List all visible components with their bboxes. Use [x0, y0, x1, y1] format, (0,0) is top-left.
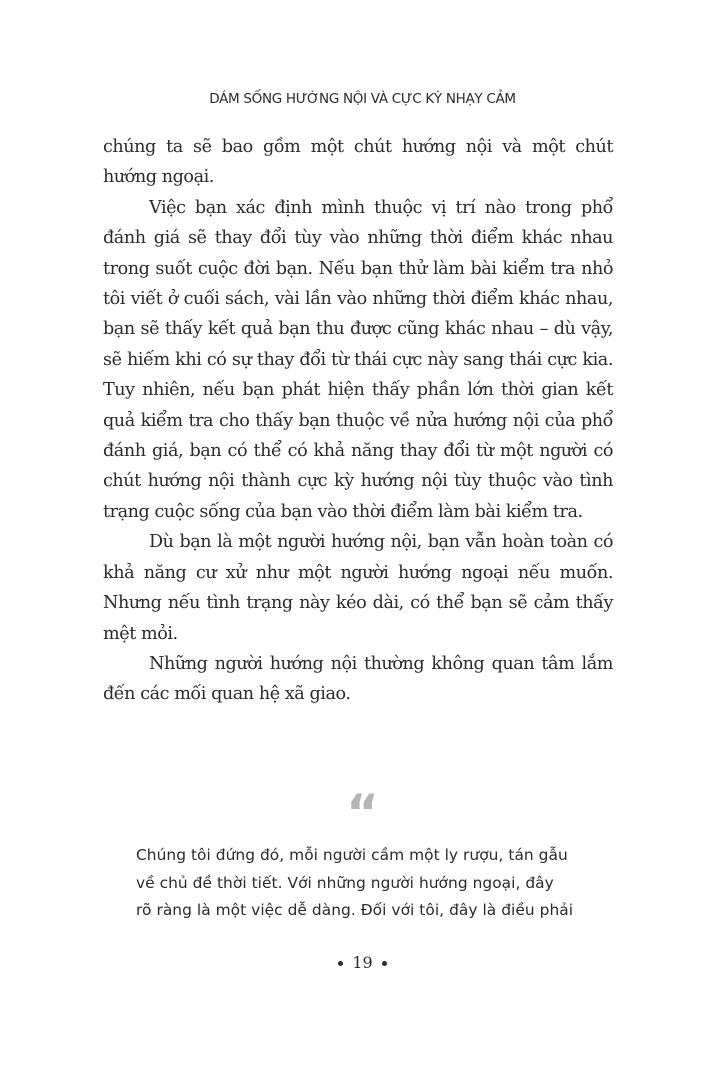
quote-open-icon: “	[346, 784, 379, 842]
running-title: DÁM SỐNG HƯỚNG NỘI VÀ CỰC KỲ NHẠY CẢM	[209, 91, 516, 107]
pull-quote-line: Chúng tôi đứng đó, mỗi người cầm một ly rượu, tán gẫu	[136, 846, 568, 864]
paragraph: Dù bạn là một người hướng nội, bạn vẫn hoàn toàn có khả năng cư xử như một người hướng ngoại nếu muốn. Nhưng nếu tình trạng này kéo dài, có thể bạn sẽ cảm thấy mệt mỏi.	[103, 532, 613, 644]
pull-quote-line: rõ ràng là một việc dễ dàng. Đối với tôi, đây là điều phải	[136, 901, 574, 920]
paragraph: Những người hướng nội thường không quan tâm lắm đến các mối quan hệ xã giao.	[103, 653, 613, 705]
pull-quote-line: về chủ đề thời tiết. Với những người hướng ngoại, đây	[136, 873, 554, 892]
body-text	[103, 132, 613, 710]
pull-quote	[136, 842, 586, 925]
bullet-dot-icon	[382, 961, 387, 966]
paragraph: Việc bạn xác định mình thuộc vị trí nào trong phổ đánh giá sẽ thay đổi tùy vào những thời điểm khác nhau trong suốt cuộc đời bạn. Nếu bạn thử làm bài kiểm tra nhỏ tôi viết ở cuối sách, vài lần vào những thời điểm khác nhau, bạn sẽ thấy kết quả bạn thu được cũng khác nhau – dù vậy, sẽ hiếm khi có sự thay đổi từ thái cực này sang thái cực kia. Tuy nhiên, nếu bạn phát hiện thấy phần lớn thời gian kết quả kiểm tra cho thấy bạn thuộc về nửa hướng nội của phổ đánh giá, bạn có thể có khả năng thay đổi từ một người có chút hướng nội thành cực kỳ hướng nội tùy thuộc vào tình trạng cuộc sống của bạn vào thời điểm làm bài kiểm tra.	[103, 197, 613, 522]
paragraph-continued: chúng ta sẽ bao gồm một chút hướng nội và một chút hướng ngoại.	[103, 137, 613, 188]
page-number-footer	[0, 953, 725, 972]
page-number: 19	[352, 953, 373, 972]
bullet-dot-icon	[338, 961, 343, 966]
